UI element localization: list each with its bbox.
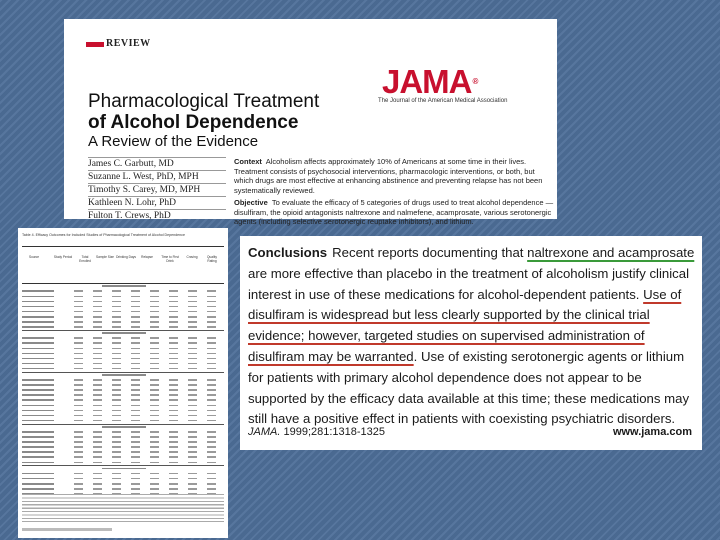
- table-column-header: Quality Rating: [207, 255, 217, 263]
- article-title-page: [64, 19, 557, 226]
- citation-journal: JAMA.: [248, 426, 281, 438]
- conclusions-excerpt: [240, 236, 702, 450]
- table-header: [22, 246, 224, 284]
- objective-text: To evaluate the efficacy of 5 categories of drugs used to treat alcohol dependence — disulfiram, the opioid antagonists naltrexone and nalmefene, acamprosate, various serotonergic agents (including selective serotonergic reuptake inhibitors), and lithium.: [234, 198, 554, 226]
- author-name: Kathleen N. Lohr, PhD: [88, 196, 226, 209]
- table-column-header: Total Enrolled: [79, 255, 91, 263]
- highlight-naltrexone-acamprosate: naltrexone and acamprosate: [527, 245, 695, 260]
- results-table-page: [18, 228, 228, 538]
- article-title-line2: of Alcohol Dependence: [88, 112, 299, 133]
- citation: [248, 426, 385, 438]
- objective-label: Objective: [234, 198, 268, 207]
- abstract-objective: [234, 198, 554, 227]
- conclusions-text: are more effective than placebo in the treatment of alcoholism justify clinical interest in use of these medications for alcohol-dependent patients.: [248, 265, 690, 302]
- table-body: [22, 284, 224, 497]
- table-column-header: Sample Size: [96, 255, 114, 259]
- table-column-header: Time to First Drink: [161, 255, 179, 263]
- table-footnotes: [22, 494, 224, 522]
- journal-website[interactable]: www.jama.com: [612, 426, 692, 438]
- conclusions-paragraph: [248, 243, 698, 430]
- conclusions-text: . Use of existing serotonergic agents or lithium for patients with primary alcohol dependence does not appear to be supported by the efficacy data available at this time; these medications may still have a positive effect in patients with coexisting psychiatric disorders.: [248, 348, 690, 427]
- table-column-header: Source: [28, 255, 40, 259]
- table-column-header: Study Period: [53, 255, 73, 259]
- context-label: Context: [234, 157, 262, 166]
- journal-logo: [382, 64, 477, 100]
- registered-mark: ®: [472, 77, 478, 86]
- author-name: James C. Garbutt, MD: [88, 157, 226, 170]
- context-text: Alcoholism affects approximately 10% of Americans at some time in their lives. Treatment consists of psychosocial interventions, pharmacologic interventions, or both, but which drugs are most effective at enhancing abstinence and preventing relapse has not been systematically reviewed.: [234, 157, 543, 195]
- author-name: Fulton T. Crews, PhD: [88, 209, 226, 222]
- section-label: REVIEW: [106, 38, 151, 49]
- article-title-line1: Pharmacological Treatment: [88, 91, 320, 112]
- table-caption: Table 4. Efficacy Outcomes for Included Studies of Pharmacological Treatment of Alcohol Dependence: [22, 233, 185, 237]
- author-name: Timothy S. Carey, MD, MPH: [88, 183, 226, 196]
- journal-logo-text: JAMA: [382, 63, 472, 100]
- table-column-header: Craving: [186, 255, 198, 259]
- review-marker: [86, 42, 104, 47]
- table-column-header: Drinking Days: [116, 255, 136, 259]
- conclusions-text: Recent reports documenting that: [332, 245, 528, 260]
- abstract-context: [234, 157, 554, 195]
- article-subtitle: A Review of the Evidence: [88, 133, 259, 150]
- citation-reference: 1999;281:1318-1325: [283, 426, 386, 438]
- conclusions-label: Conclusions: [248, 245, 328, 260]
- highlight-disulfiram: Use of disulfiram is widespread but less clearly supported by the clinical trial evidence; however, targeted studies on supervised administration of disulfiram may be warranted: [248, 286, 682, 364]
- abstract: [234, 157, 554, 230]
- table-column-header: Relapse: [141, 255, 153, 259]
- author-list: [88, 157, 226, 222]
- journal-tagline: The Journal of the American Medical Association: [378, 98, 508, 104]
- article-title: [88, 91, 378, 133]
- page-footer: [22, 528, 112, 531]
- author-name: Suzanne L. West, PhD, MPH: [88, 170, 226, 183]
